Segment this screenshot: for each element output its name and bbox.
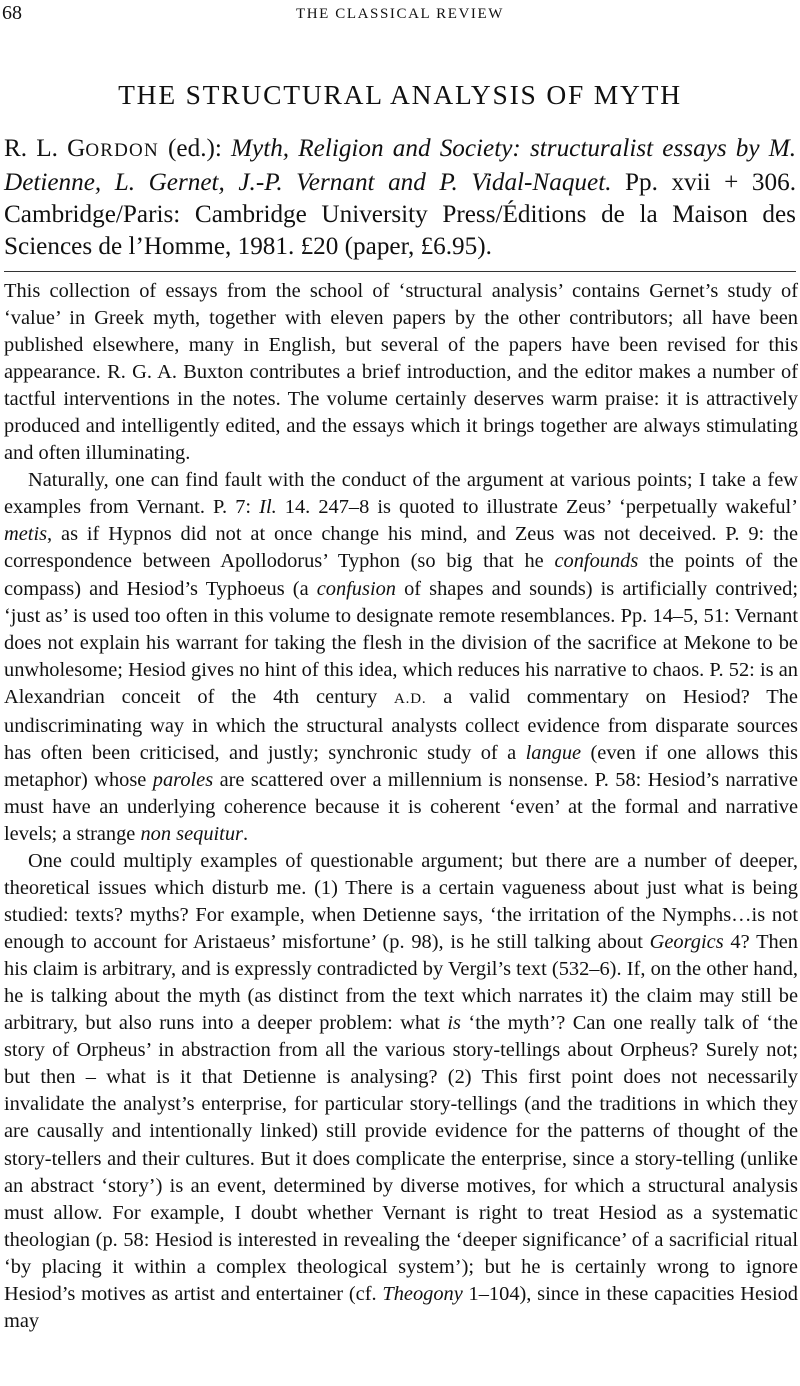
italic-term-metis: metis: [4, 523, 48, 546]
running-head: [0, 2, 800, 26]
text-run: of shapes and sounds) is artificially contrived; ‘just as’ is used too often in this volume to designate remote resemblances. Pp. 14–5, 51: Vernant does not explain his warrant for taking the flesh in the division of the sacrifice at Mekone to be unwholesome; Hesiod gives no hint of this idea, which reduces his narrative to chaos. P. 52: is an Alexandrian conceit of the 4th century: [4, 577, 798, 708]
paragraph-1: [4, 278, 798, 467]
text-run: One could multiply examples of questionable argument; but there are a number of deeper, theoretical issues which disturb me. (1) There is a certain vagueness about just what is being studied: texts? myths? For example, when Detienne says, ‘the irritation of the Nymphs…is not enough to account for Aristaeus’ misfortune’ (p. 98), is he still talking about: [4, 849, 798, 954]
heading-rule: [4, 271, 796, 272]
citation-editor-note: (ed.):: [158, 135, 232, 162]
paragraph-3: [4, 848, 798, 1335]
italic-citation-georgics: Georgics: [649, 931, 724, 954]
citation-book-title: Myth, Religion and Society: structuralist essays by M. Detienne, L. Gernet, J.-P. Vernant and P. Vidal-Naquet.: [4, 135, 797, 196]
text-run: Naturally, one can find fault with the conduct of the argument at various points; I take a few examples from Vernant. P. 7:: [4, 469, 798, 519]
review-body: [4, 278, 798, 1335]
citation-details: Pp. xvii + 306. Cambridge/Paris: Cambridge University Press/Éditions de la Maison des Sciences de l’Homme, 1981. £20 (paper, £6.95).: [4, 169, 796, 260]
italic-term-non-sequitur: non sequitur: [140, 822, 243, 845]
text-run: a valid commentary on Hesiod? The undiscriminating way in which the structural analysts collect evidence from disparate sources has often been criticised, and justly; synchronic study of a: [4, 685, 798, 764]
citation-author-capital: G: [67, 135, 86, 162]
small-caps-era: A.D.: [394, 690, 427, 707]
journal-title: THE CLASSICAL REVIEW: [295, 6, 505, 22]
page-number: 68: [2, 2, 22, 24]
text-run: the points of the compass) and Hesiod’s Typhoeus (a: [4, 550, 798, 600]
book-citation: [4, 133, 796, 263]
paragraph-2: [4, 467, 798, 848]
text-run: , as if Hypnos did not at once change his mind, and Zeus was not deceived. P. 9: the correspondence between Apollodorus’ Typhon (so big that he: [4, 523, 798, 573]
text-run: (even if one allows this metaphor) whose: [4, 741, 798, 791]
italic-term-confounds: confounds: [554, 550, 639, 573]
text-run: 1–104), since in these capacities Hesiod may: [4, 1282, 799, 1332]
citation-author-surname: ORDON: [85, 140, 159, 161]
text-run: are scattered over a millennium is nonsense. P. 58: Hesiod’s narrative must have an underlying coherence because it is coherent ‘even’ at the formal and narrative levels; a strange: [4, 768, 798, 845]
article-title: THE STRUCTURAL ANALYSIS OF MYTH: [118, 79, 682, 110]
italic-term-confusion: confusion: [316, 577, 396, 600]
citation-author-initials: R. L.: [4, 135, 68, 162]
text-run: .: [242, 822, 249, 845]
italic-term-paroles: paroles: [152, 768, 214, 791]
italic-term-langue: langue: [525, 741, 582, 764]
text-run: ‘the myth’? Can one really talk of ‘the story of Orpheus’ in abstraction from all the various story-tellings about Orpheus? Surely not; but then – what is it that Detienne is analysing? (2) This first point does not necessarily invalidate the analyst’s enterprise, for particular story-tellings (and the traditions in which they are causally and intentionally linked) still provide evidence for the patterns of thought of the story-tellers and their cultures. But it does complicate the enterprise, since a story-telling (unlike an abstract ‘story’) is an event, determined by diverse motives, for which a structural analysis must allow. For example, I doubt whether Vernant is right to treat Hesiod as a systematic theologian (p. 58: Hesiod is interested in revealing the ‘deeper significance’ of a sacrificial ritual ‘by placing it within a complex theological system’); but he is certainly wrong to ignore Hesiod’s motives as artist and entertainer (cf.: [4, 1012, 798, 1305]
text-run: 4? Then his claim is arbitrary, and is expressly contradicted by Vergil’s text (532–6). If, on the other hand, he is talking about the myth (as distinct from the text which narrates it) the claim may still be arbitrary, but also runs into a deeper problem: what: [4, 931, 798, 1035]
italic-citation-iliad: Il.: [259, 496, 277, 519]
italic-term-is: is: [447, 1012, 461, 1035]
text-run: 14. 247–8 is quoted to illustrate Zeus’ ‘perpetually wakeful’: [276, 496, 798, 519]
italic-citation-theogony: Theogony: [382, 1282, 463, 1305]
text-run: This collection of essays from the school of ‘structural analysis’ contains Gernet’s study of ‘value’ in Greek myth, together with eleven papers by the other contributors; all have been published elsewhere, many in English, but several of the papers have been revised for this appearance. R. G. A. Buxton contributes a brief introduction, and the editor makes a number of tactful interventions in the notes. The volume certainly deserves warm praise: it is attractively produced and intelligently edited, and the essays which it brings together are always stimulating and often illuminating.: [4, 280, 798, 465]
